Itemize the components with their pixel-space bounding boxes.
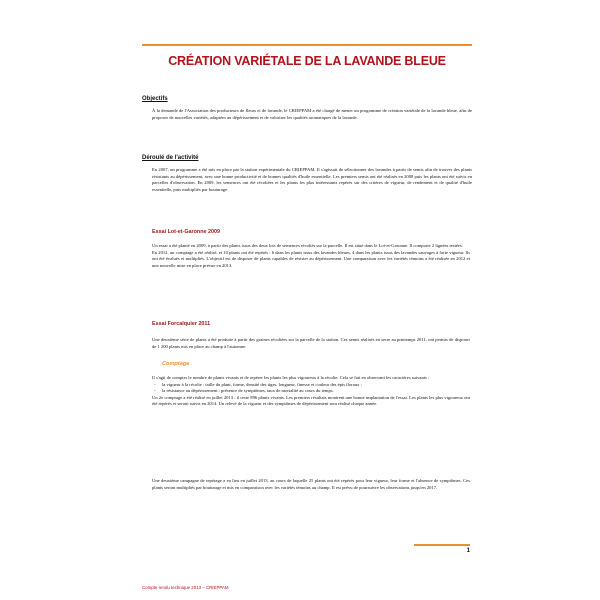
section-objectifs (142, 96, 472, 121)
page-number-area (414, 544, 470, 554)
comptage-text (152, 375, 470, 408)
section-deroulement (142, 155, 472, 193)
essai-2009-paragraph-1: Un essai a été planté en 2009, à partir des plants issus des deux lots de semences récoltés sur la parcelle. Il est situé dans le Lot-et-Garonne. Il comporte 2 lignées testées. (152, 243, 463, 248)
page-footer: Compte rendu technique 2013 – CRIEPPAM (142, 585, 229, 590)
page-title: CRÉATION VARIÉTALE DE LA LAVANDE BLEUE (168, 54, 446, 68)
final-text (152, 478, 470, 491)
subheading-essai-2011: Essai Forcalquier 2011 (152, 321, 211, 327)
objectifs-text: À la demande de l'Association des producteurs de fleurs et de lavande, le CRIEPPAM a été chargé de mener un programme de création variétale de la lavande bleue, afin de proposer de nouvelles variétés, adaptées au dépérissement et de valoriser les qualités aromatiques de la lavande. (152, 108, 472, 120)
deroulement-text: En 2007, un programme a été mis en place par la station expérimentale du CRIEPPAM. Il s'agissait de sélectionner des lavandes à partir de semis afin de trouver des plants résistants au dépérissement, avec une bonne productivité et de bonnes qualités d'huile essentielle. Les premiers semis ont été réalisés en 2008 puis les plants ont été suivis en parcelles d'observation. En 2009, les semences ont été récoltées et les plants les plus intéressants repérés sur des critères de vigueur, de rendement et de qualité d'huile essentielle, puis multipliés par bouturage. (152, 167, 472, 192)
section-heading-objectifs: Objectifs (142, 96, 168, 102)
essai-2011-text (152, 337, 470, 350)
final-paragraph: Une deuxième campagne de repérage a eu lieu en juillet 2013, au cours de laquelle 25 plants ont été repérés pour leur vigueur, leur forme et l'absence de symptômes. Ces plants seront multipliés par bouturage et mis en comparaison avec les variétés témoins au champ. Il est prévu de poursuivre les observations jusqu'en 2017. (152, 478, 470, 490)
comptage-paragraph-1: Il s'agit de compter le nombre de plants vivants et de repérer les plants les plus vigoureux à la récolte. Cela se fait en observant les caractères suivants : (152, 375, 430, 380)
comptage-paragraph-2: Un 2e comptage a été réalisé en juillet 2013 : il reste 896 plants vivants. Les premiers résultats montrent une bonne implantation de l'essai. Les plants les plus vigoureux ont été repérés et seront suivis en 2014. Un relevé de la vigueur et des symptômes de dépérissement sera réalisé chaque année. (152, 394, 470, 407)
essai-2011-paragraph: Une deuxième série de plants a été produite à partir des graines récoltées sur la parcelle de la station. Ces semis réalisés en serre au printemps 2011, ont permis de disposer de 1 200 plants mis en place au champ à l'automne. (152, 337, 470, 349)
page-number: 1 (466, 547, 470, 554)
subheading-comptage: Comptage (162, 361, 190, 367)
essai-2009-text (152, 243, 470, 269)
section-heading-deroulement: Déroulé de l'activité (142, 155, 199, 161)
essai-2009-paragraph-2: En 2012, un comptage a été réalisé, et 10 plants ont été repérés : 6 dans les plants issus des lavandes bleues, 4 dans les plants issus des lavandes sauvages à forte vigueur. Ils ont été évalués et multipliés. L'objectif est de disposer de plants capables de résister au dépérissement. Une comparaison avec les variétés témoins a été réalisée en 2012 et une nouvelle mise en place prévue en 2013. (152, 249, 470, 268)
page-number-rule (414, 544, 470, 546)
comptage-bullet-2: - la résistance au dépérissement : présence de symptômes, taux de mortalité au cours du temps. (152, 388, 470, 395)
comptage-bullet-1: - la vigueur à la récolte : taille du plant, forme, densité des tiges, longueur, finesse et couleur des épis floraux ; (152, 382, 470, 389)
top-rule (142, 44, 472, 46)
subheading-essai-2009: Essai Lot-et-Garonne 2009 (152, 229, 221, 235)
